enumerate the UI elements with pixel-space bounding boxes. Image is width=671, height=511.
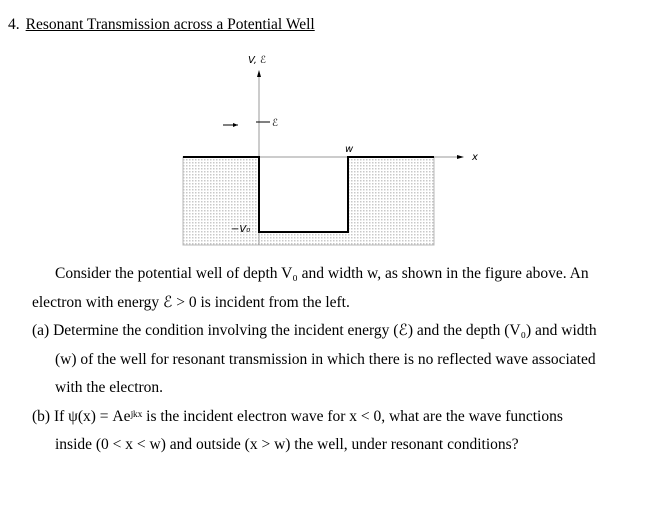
part-b-line-1: (b) If ψ(x) = Aeʲᵏˣ is the incident electron wave for x < 0, what are the wave functions	[32, 407, 563, 425]
energy-label: ℰ	[272, 118, 279, 129]
paragraph-line-2: electron with energy ℰ > 0 is incident from the left.	[32, 293, 350, 311]
incident-arrowhead	[233, 123, 238, 127]
paragraph-line-1: Consider the potential well of depth V₀ and width w, as shown in the figure above. An	[55, 265, 589, 282]
problem-number: 4.	[8, 16, 20, 33]
part-a-line-3: with the electron.	[55, 379, 164, 396]
y-axis-label: V, ℰ	[248, 55, 267, 66]
depth-label: −V₀	[231, 224, 251, 235]
x-axis-arrow	[457, 155, 464, 159]
problem-title: Resonant Transmission across a Potential Well	[25, 16, 315, 33]
part-a-line-2: (w) of the well for resonant transmission in which there is no reflected wave associated	[55, 350, 596, 368]
part-a-line-1: (a) Determine the condition involving the incident energy (ℰ) and the depth (V₀) and width	[32, 322, 597, 339]
well-interior	[259, 157, 348, 232]
y-axis-arrow	[257, 70, 261, 77]
part-b-line-2: inside (0 < x < w) and outside (x > w) the well, under resonant conditions?	[55, 436, 519, 453]
width-label: w	[345, 144, 354, 155]
x-axis-label: x	[472, 152, 478, 163]
